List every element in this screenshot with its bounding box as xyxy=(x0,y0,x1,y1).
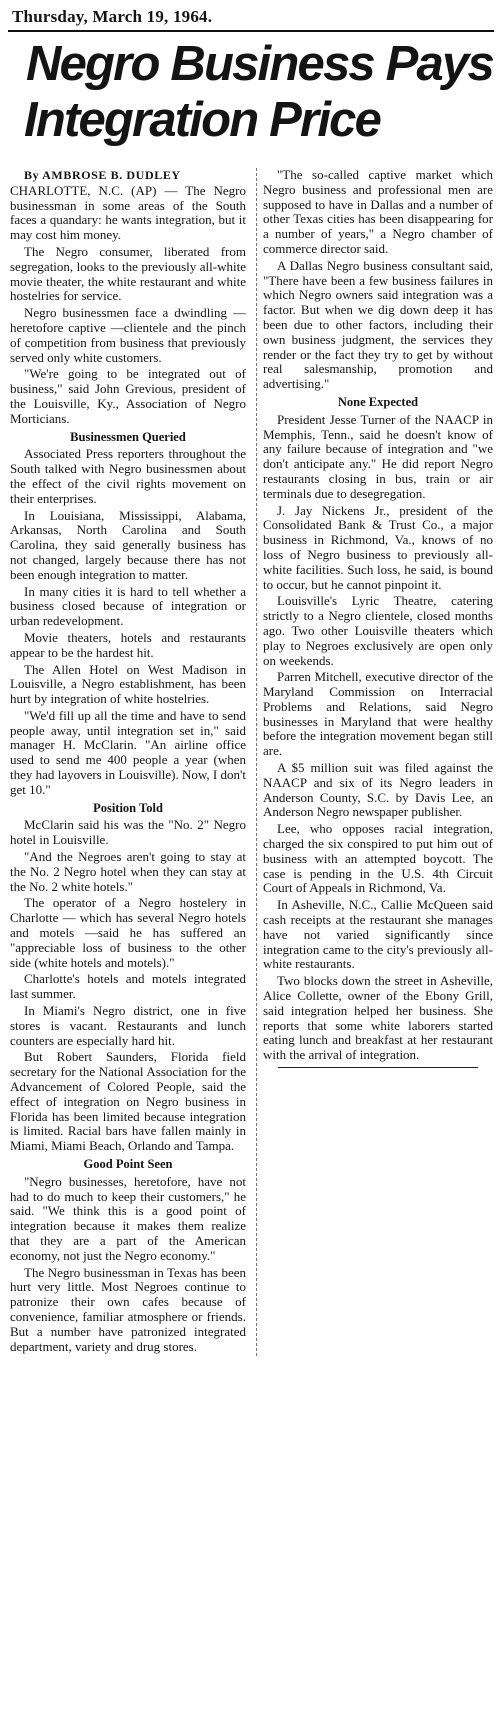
paragraph: Negro businessmen face a dwindling — heretofore captive —clientele and the pinch of competition from business that previously served only white customers. xyxy=(10,305,246,365)
paragraph: The Negro consumer, liberated from segregation, looks to the previously all-white movie theater, the white restaurant and white hostelries for service. xyxy=(10,243,246,304)
paragraph: President Jesse Turner of the NAACP in Memphis, Tenn., said he doesn't know of any failure because of integration and "we don't anticipate any." He did report Negro restaurants closing in bus, train or air terminals due to desegregation. xyxy=(263,411,493,501)
paragraph: In many cities it is hard to tell whether a business closed because of integration or urban redevelopment. xyxy=(10,583,246,629)
article-body xyxy=(10,168,494,1356)
subhead: Businessmen Queried xyxy=(70,429,186,444)
paragraph: Movie theaters, hotels and restaurants appear to be the hardest hit. xyxy=(10,629,246,660)
date-rule xyxy=(8,30,494,32)
subhead: Good Point Seen xyxy=(83,1157,173,1171)
paragraph: Louisville's Lyric Theatre, catering strictly to a Negro clientele, closed months ago. Two other Louisville theaters which play to Negroes exclusively are open only on weekends. xyxy=(263,593,493,668)
paragraph: McClarin said his was the "No. 2" Negro hotel in Louisville. xyxy=(10,817,246,848)
column-left xyxy=(10,168,246,1356)
paragraph: "And the Negroes aren't going to stay at the No. 2 Negro hotel when they can stay at the No. 2 white hotels." xyxy=(10,849,246,894)
paragraph: Associated Press reporters throughout the South talked with Negro businessmen about the effect of the civil rights movement on their enterprises. xyxy=(10,446,246,506)
byline: By AMBROSE B. DUDLEY xyxy=(24,168,181,182)
paragraph: "We're going to be integrated out of business," said John Grevious, president of the Louisville, Ky., Association of Negro Morticians. xyxy=(10,366,246,426)
paragraph: In Asheville, N.C., Callie McQueen said cash receipts at the restaurant she manages have not varied significantly since integration came to the city's previously all-white restaurants. xyxy=(263,897,493,972)
paragraph: A $5 million suit was filed against the NAACP and six of its Negro leaders in Anderson County, S.C. by Davis Lee, an Anderson Negro newspaper publisher. xyxy=(263,760,493,820)
headline-line-1: Negro Business Pays xyxy=(26,37,493,91)
paragraph: Parren Mitchell, executive director of the Maryland Commission on Interracial Problems and Relations, said Negro businesses in Maryland that were healthy before the integration movement began still are. xyxy=(263,669,493,759)
paragraph: The Allen Hotel on West Madison in Louisville, a Negro establishment, has been hurt by integration of white hostelries. xyxy=(10,661,246,707)
paragraph: "The so-called captive market which Negro business and professional men are supposed to have in Dallas and a number of other Texas cities has been disappearing for a number of years," a Negro chamber of commerce director said. xyxy=(263,167,493,256)
paragraph: "We'd fill up all the time and have to send people away, until integration set in," said manager H. McClarin. "An airline office used to send me 400 people a year (when they had layovers in Louisville). Now, I don't get 10." xyxy=(10,707,246,797)
subhead: None Expected xyxy=(337,394,419,409)
column-right xyxy=(256,168,493,1356)
paragraph: But Robert Saunders, Florida field secretary for the National Association for the Advancement of Colored People, said the effect of integration on Negro business in Florida has been limited because integration is limited. Racial bars have fallen mainly in Miami, Miami Beach, Orlando and Tampa. xyxy=(10,1049,246,1154)
paragraph: In Louisiana, Mississippi, Alabama, Arkansas, North Carolina and South Carolina, they said generally business has not changed, largely because there has not been enough integration to matter. xyxy=(10,507,246,582)
end-of-article-rule xyxy=(278,1067,478,1068)
paragraph: Lee, who opposes racial integration, charged the six conspired to put him out of business with an attempted boycott. The case is pending in the U.S. 4th Circuit Court of Appeals in Richmond, Va. xyxy=(263,821,493,896)
paragraph: Charlotte's hotels and motels integrated last summer. xyxy=(10,971,246,1002)
paragraph: In Miami's Negro district, one in five stores is vacant. Restaurants and lunch counters are especially hard hit. xyxy=(10,1003,246,1048)
paragraph: Two blocks down the street in Asheville, Alice Collette, owner of the Ebony Grill, said integration helped her business. She reports that some white laborers started eating lunch and breakfast at her restaurant with the arrival of integration. xyxy=(263,973,493,1063)
paragraph: A Dallas Negro business consultant said, "There have been a few business failures in which Negro owners said integration was a factor. But when we dig down deep it has been due to other factors, including their own business judgment, the services they render or the fact they try to get by without real salesmanship, promotion and advertising." xyxy=(263,257,493,392)
publication-date: Thursday, March 19, 1964. xyxy=(12,7,213,26)
paragraph: The Negro businessman in Texas has been hurt very little. Most Negroes continue to patronize their own cafes because of convenience, familiar atmosphere or friends. But a number have patronized integrated department, variety and drug stores. xyxy=(10,1264,246,1354)
paragraph: J. Jay Nickens Jr., president of the Consolidated Bank & Trust Co., a major business in Richmond, Va., knows of no loss of Negro business to previously all-white facilities. Such loss, he said, is bound to occur, but he cannot pinpoint it. xyxy=(263,502,493,592)
subhead: Position Told xyxy=(93,800,163,815)
paragraph: The operator of a Negro hostelery in Charlotte — which has several Negro hotels and motels —said he has suffered an "appreciable loss of business to the other side (white hotels and motels)." xyxy=(10,895,246,970)
paragraph: CHARLOTTE, N.C. (AP) — The Negro businessman in some areas of the South faces a quandary: he wants integration, but it may cost him money. xyxy=(10,182,246,243)
headline-line-2: Integration Price xyxy=(24,93,381,147)
paragraph: "Negro businesses, heretofore, have not had to do much to keep their customers," he said. "We think this is a good point of integration because it makes them realize that they are a part of the American economy, not just the Negro economy." xyxy=(10,1173,246,1263)
